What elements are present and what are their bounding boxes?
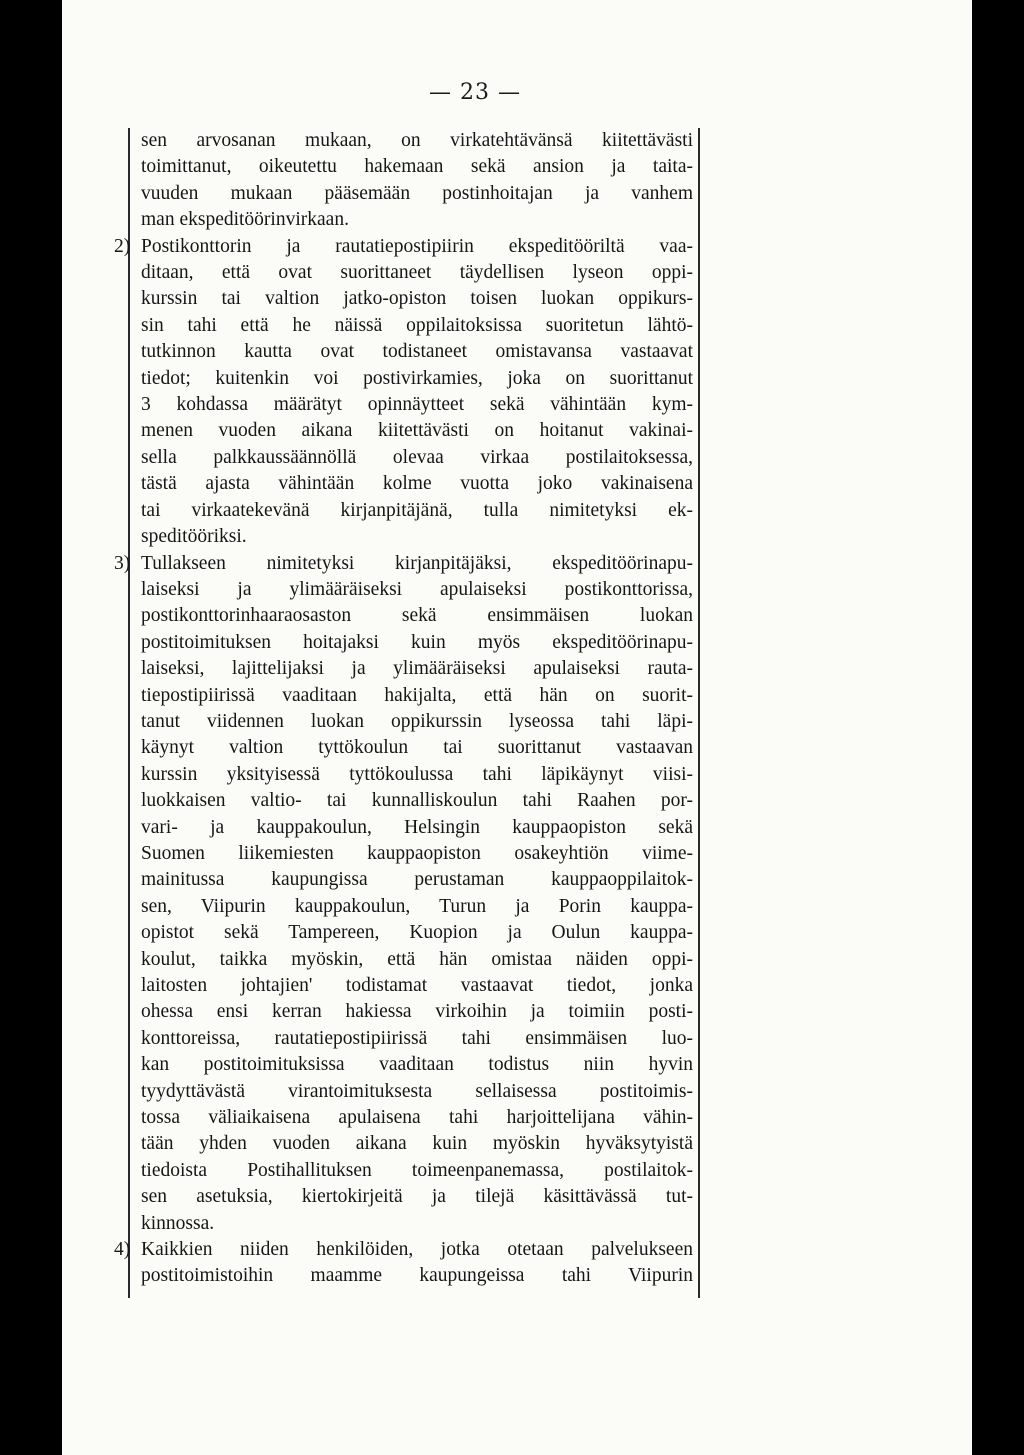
item-body [141, 551, 693, 1238]
text-line: 3 kohdassa määrätyt opinnäytteet sekä vähintään kym- [141, 394, 693, 416]
text-line: Postikonttorin ja rautatiepostipiirin ekspeditööriltä vaa- [141, 235, 693, 257]
text-line: tai virkaatekevänä kirjanpitäjänä, tulla nimitetyksi ek- [141, 499, 693, 521]
text-line: ditaan, että ovat suorittaneet täydellisen lyseon oppi- [141, 262, 693, 284]
text-line: tutkinnon kautta ovat todistaneet omistavansa vastaavat [141, 341, 693, 363]
numbered-item-2 [114, 234, 693, 551]
text-line: laitosten johtajien' todistamat vastaavat tiedot, jonka [141, 975, 693, 996]
text-line: opistot sekä Tampereen, Kuopion ja Oulun kauppa- [141, 922, 693, 944]
text-line: tiedot; kuitenkin voi postivirkamies, joka on suorittanut [141, 367, 693, 389]
text-line: postitoimistoihin maamme kaupungeissa tahi Viipurin [141, 1265, 693, 1287]
text-line: kurssin yksityisessä tyttökoulussa tahi läpikäynyt viisi- [141, 763, 693, 785]
text-line: kan postitoimituksissa vaaditaan todistus niin hyvin [141, 1054, 693, 1076]
text-line: ohessa ensi kerran hakiessa virkoihin ja toimiin posti- [141, 1001, 693, 1023]
text-line: kinnossa. [141, 1212, 215, 1234]
text-line: koulut, taikka myöskin, että hän omistaa näiden oppi- [141, 948, 693, 970]
text-line: sen asetuksia, kiertokirjeitä ja tilejä käsittävässä tut- [141, 1186, 693, 1208]
page-number: — 23 — [429, 80, 521, 105]
text-line: sen, Viipurin kauppakoulun, Turun ja Porin kauppa- [141, 895, 693, 917]
text-line: menen vuoden aikana kiitettävästi on hoitanut vakinai- [141, 420, 693, 442]
numbered-item-3 [114, 551, 693, 1238]
text-line: sen arvosanan mukaan, on virkatehtävänsä kiitettävästi [141, 130, 693, 151]
text-line: tanut viidennen luokan oppikurssin lyseossa tahi läpi- [141, 710, 693, 732]
text-line: luokkaisen valtio- tai kunnalliskoulun tahi Raahen por- [141, 790, 693, 812]
text-line: konttoreissa, rautatiepostipiirissä tahi ensimmäisen luo- [141, 1027, 693, 1049]
right-margin-rule [698, 128, 700, 1298]
item-number: 2) [114, 235, 131, 257]
text-line: tään yhden vuoden aikana kuin myöskin hyväksytyistä [141, 1133, 693, 1155]
text-line: vuuden mukaan pääsemään postinhoitajan ja vanhem [141, 182, 693, 204]
text-line: vari- ja kauppakoulun, Helsingin kauppaopiston sekä [141, 816, 693, 838]
item-number: 4) [114, 1239, 131, 1261]
text-line: Tullakseen nimitetyksi kirjanpitäjäksi, ekspeditöörinapu- [141, 552, 693, 574]
text-line: tästä ajasta vähintään kolme vuotta joko vakinaisena [141, 473, 693, 495]
text-line: Kaikkien niiden henkilöiden, jotka otetaan palvelukseen [141, 1239, 693, 1261]
text-line: mainitussa kaupungissa perustaman kauppaoppilaitok- [141, 869, 693, 891]
text-line: laiseksi, lajittelijaksi ja ylimääräiseksi apulaiseksi rauta- [141, 658, 693, 680]
text-line: sella palkkaussäännöllä olevaa virkaa postilaitoksessa, [141, 446, 693, 468]
text-line: laiseksi ja ylimääräiseksi apulaiseksi postikonttorissa, [141, 578, 693, 600]
body-text [114, 128, 693, 1290]
text-line: speditööriksi. [141, 526, 247, 548]
text-line: käynyt valtion tyttökoulun tai suorittanut vastaavan [141, 737, 693, 759]
text-line: Suomen liikemiesten kauppaopiston osakeyhtiön viime- [141, 842, 693, 864]
item-number: 3) [114, 552, 131, 574]
text-line: tyydyttävästä virantoimituksesta sellaisessa postitoimis- [141, 1080, 693, 1102]
text-line: postitoimituksen hoitajaksi kuin myös ekspeditöörinapu- [141, 631, 693, 653]
continuation-paragraph [141, 128, 693, 234]
text-line: man ekspeditöörinvirkaan. [141, 209, 349, 231]
item-body [141, 1237, 693, 1290]
text-line: kurssin tai valtion jatko-opiston toisen luokan oppikurs- [141, 288, 693, 310]
item-body [141, 234, 693, 551]
text-line: postikonttorinhaaraosaston sekä ensimmäisen luokan [141, 605, 693, 627]
text-line: tossa väliaikaisena apulaisena tahi harjoittelijana vähin- [141, 1107, 693, 1129]
numbered-item-4 [114, 1237, 693, 1290]
text-line: sin tahi että he näissä oppilaitoksissa suoritetun lähtö- [141, 314, 693, 336]
text-line: tiedoista Postihallituksen toimeenpanemassa, postilaitok- [141, 1159, 693, 1181]
text-line: tiepostipiirissä vaaditaan hakijalta, että hän on suorit- [141, 684, 693, 706]
text-line: toimittanut, oikeutettu hakemaan sekä ansion ja taita- [141, 156, 693, 178]
